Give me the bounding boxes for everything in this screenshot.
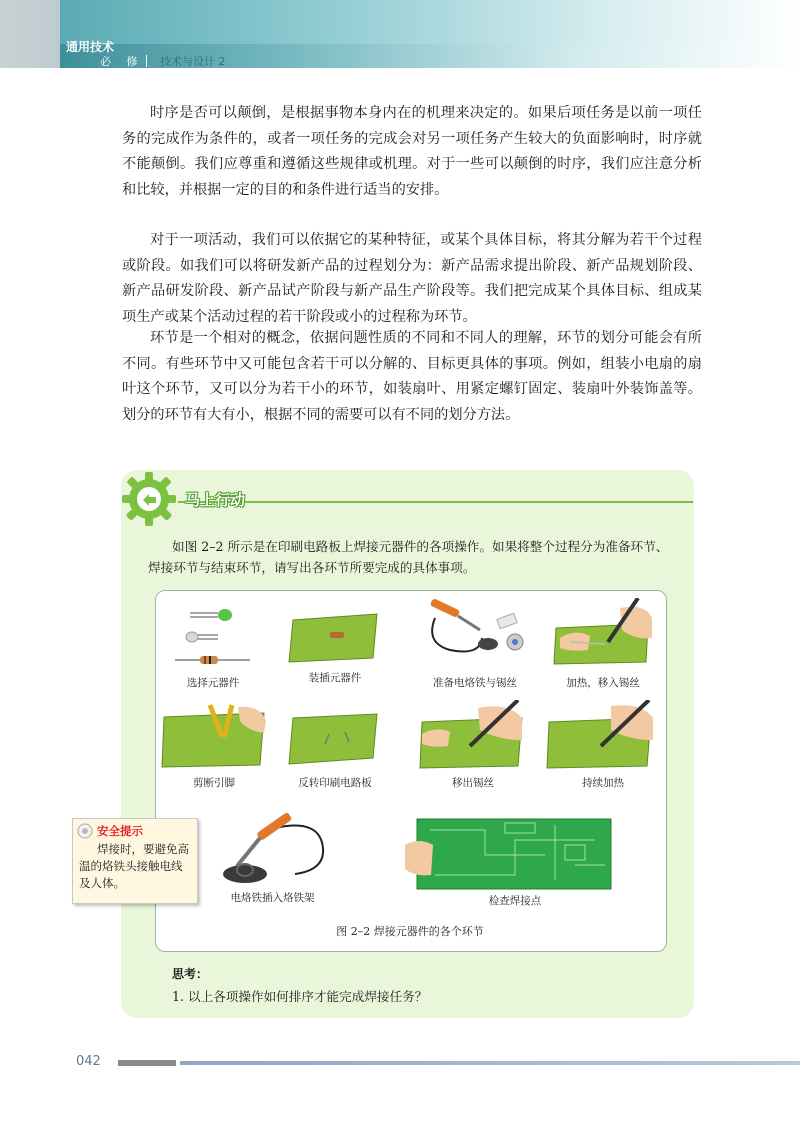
caption-flip-board: 反转印刷电路板 <box>298 777 372 789</box>
caption-insert-components: 装插元器件 <box>308 672 362 684</box>
caption-continue-heating: 持续加热 <box>582 777 624 789</box>
header-level: 必 修 <box>100 55 144 68</box>
activity-instructions: 如图 2–2 所示是在印刷电路板上焊接元器件的各项操作。如果将整个过程分为准备环节、焊接环节与结束环节，请写出各环节所要完成的具体事项。 <box>148 539 669 575</box>
header-separator <box>146 55 147 67</box>
figure-caption: 图 2–2 焊接元器件的各个环节 <box>336 925 484 938</box>
caption-check-joints: 检查焊接点 <box>488 895 542 907</box>
cut-leads-illustration <box>160 703 268 771</box>
body-paragraph-1: 时序是否可以颠倒，是根据事物本身内在的机理来决定的。如果后项任务是以前一项任务的完成作为条件的，或者一项任务的完成会对另一项任务产生较大的负面影响时，时序就不能颠倒。我们应尊重和遵循这些规律或机理。对于一些可以颠倒的时序，我们应注意分析和比较，并根据一定的目的和条件进行适当的安排。 <box>122 105 702 198</box>
continue-heating-illustration <box>545 700 655 770</box>
caption-select-components: 选择元器件 <box>186 677 240 689</box>
soldering-iron-solder-illustration <box>420 598 530 663</box>
footer-bar <box>118 1060 176 1066</box>
safety-text: 焊接时，要避免高温的烙铁头接触电线及人体。 <box>79 842 189 890</box>
header-book-title: 技术与设计 2 <box>160 55 226 68</box>
safety-icon <box>77 823 93 839</box>
caption-remove-solder: 移出锡丝 <box>452 777 494 789</box>
safety-note <box>72 818 198 904</box>
heat-add-solder-illustration <box>550 598 655 666</box>
caption-iron-in-stand: 电烙铁插入烙铁架 <box>230 892 315 904</box>
safety-title: 安全提示 <box>97 824 143 838</box>
activity-title: 马上行动 <box>185 491 246 509</box>
activity-title-rule <box>178 501 693 503</box>
check-joints-illustration <box>405 815 615 890</box>
page-number: 042 <box>76 1054 101 1069</box>
body-paragraph-2: 对于一项活动，我们可以依据它的某种特征，或某个具体目标，将其分解为若干个过程或阶段。如我们可以将研发新产品的过程划分为：新产品需求提出阶段、新产品规划阶段、新产品研发阶段、新产品试产阶段与新产品生产阶段等。我们把完成某个具体目标、组成某项生产或某个活动过程的若干阶段或小的过程称为环节。 <box>122 232 702 325</box>
gear-icon <box>120 470 178 528</box>
body-paragraph-3: 环节是一个相对的概念，依据问题性质的不同和不同人的理解，环节的划分可能会有所不同。有些环节中又可能包含若干可以分解的、目标更具体的事项。例如，组装小电扇的扇叶这个环节，又可以分为若干小的环节，如装扇叶、用紧定螺钉固定、装扇叶外装饰盖等。划分的环节有大有小，根据不同的需要可以有不同的划分方法。 <box>122 330 702 423</box>
components-illustration <box>170 605 270 670</box>
header-subject: 通用技术 <box>66 40 115 54</box>
caption-heat-add-solder: 加热，移入锡丝 <box>566 677 640 689</box>
remove-solder-illustration <box>418 700 526 770</box>
insert-components-illustration <box>285 610 385 665</box>
think-label: 思考： <box>172 967 209 981</box>
iron-in-stand-illustration <box>215 808 330 890</box>
footer-rule <box>180 1061 800 1065</box>
caption-prepare-iron-solder: 准备电烙铁与锡丝 <box>433 677 517 689</box>
think-question: 1. 以上各项操作如何排序才能完成焊接任务？ <box>172 989 428 1004</box>
caption-cut-leads: 剪断引脚 <box>193 777 235 789</box>
flip-board-illustration <box>285 712 385 767</box>
